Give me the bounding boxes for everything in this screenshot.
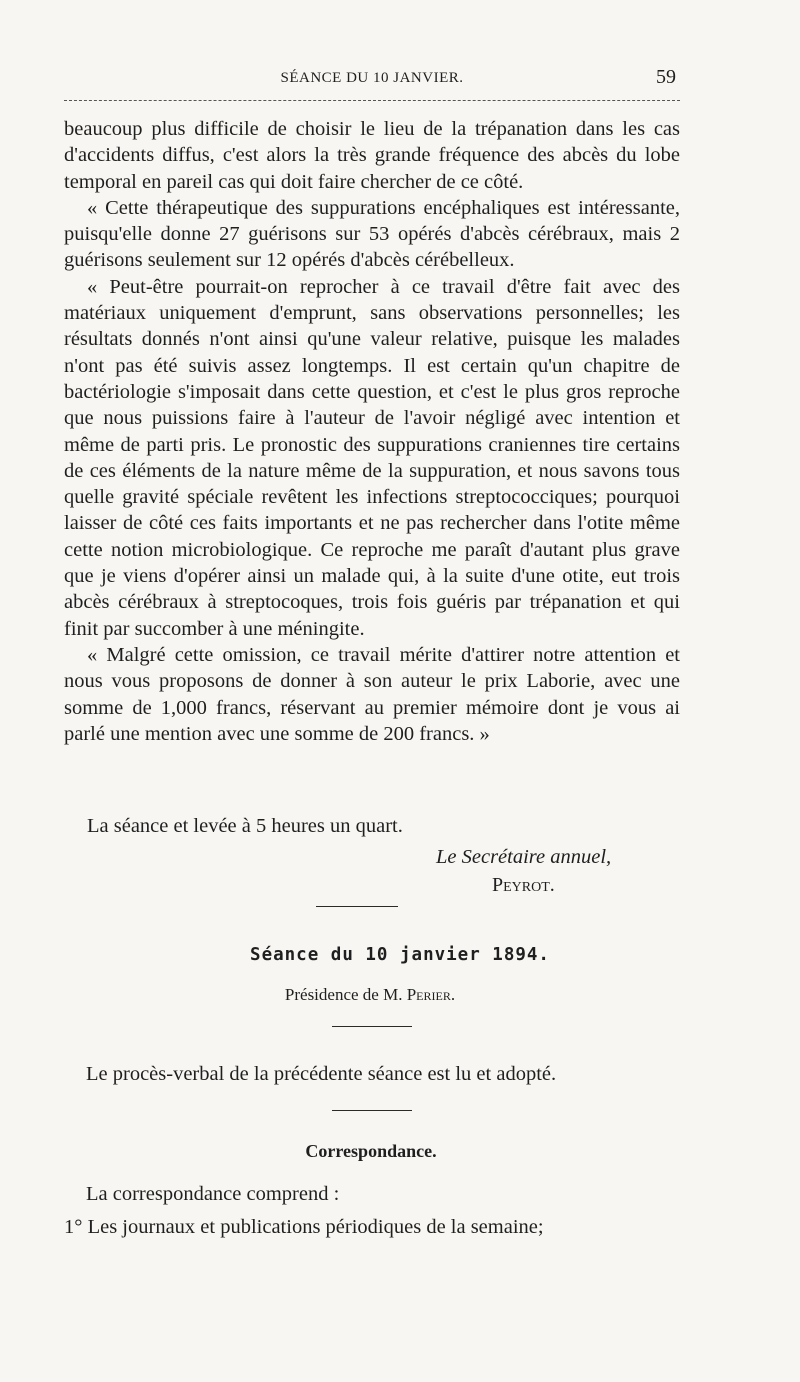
paragraph-therapeutique: « Cette thérapeutique des suppurations encéphaliques est intéressante, puisqu'elle donne 27 guérisons sur 53 opérés d'abcès cérébraux, mais 2 guérisons seulement sur 12 opérés d'abcès cérébelleux.	[64, 196, 680, 272]
correspondance-intro: La correspondance comprend :	[86, 1183, 340, 1205]
running-header	[64, 66, 680, 96]
paragraph-reproche: « Peut-être pourrait-on reprocher à ce travail d'être fait avec des matériaux uniquement d'emprunt, sans observations personnelles; les résultats donnés n'ont ainsi qu'une valeur relative, puisque les malades n'ont pas été suivis assez longtemps. Il est certain qu'un chapitre de bactériologie s'imposait dans cette question, et c'est le plus gros reproche que nous puissions faire à l'auteur de l'avoir négligé avec intention et même de parti pris. Le pronostic des suppurations craniennes tire certains de ces éléments de la nature même de la suppuration, et nous savons tous quelle gravité spéciale revêtent les infections streptococciques; pourquoi laisser de côté ces faits importants et ne pas rechercher dans l'otite même cette notion microbiologique. Ce reproche me paraît d'autant plus grave que je viens d'opérer ainsi un malade qui, à la suite d'une otite, eut trois abcès cérébraux à streptocoques, trois fois guéris par trépanation et qui finit par succomber à une méningite.	[64, 275, 680, 640]
correspondance-heading: Correspondance.	[305, 1141, 437, 1161]
body-text	[64, 116, 680, 747]
section-divider	[332, 1110, 412, 1111]
header-rule	[64, 100, 680, 101]
section-divider	[332, 1026, 412, 1027]
paragraph-continuation: beaucoup plus difficile de choisir le lieu de la trépanation dans les cas d'accidents diffus, c'est alors la très grande fréquence des abcès du lobe temporal en pareil cas qui doit faire chercher de ce côté.	[64, 118, 680, 193]
proces-verbal-line: Le procès-verbal de la précédente séance est lu et adopté.	[86, 1063, 557, 1085]
page-number: 59	[656, 66, 676, 88]
paragraph-prix-laborie: « Malgré cette omission, ce travail mérite d'attirer notre attention et nous vous proposons de donner à son auteur le prix Laborie, avec une somme de 1,000 francs, réservant au premier mémoire dont je vous ai parlé une mention avec une somme de 200 francs. »	[64, 643, 680, 745]
closing-line: La séance et levée à 5 heures un quart.	[87, 815, 403, 837]
running-title: SÉANCE DU 10 JANVIER.	[280, 70, 464, 86]
session-title: Séance du 10 janvier 1894.	[250, 945, 550, 965]
presidence-line	[0, 985, 740, 1005]
signature-title: Le Secrétaire annuel,	[436, 846, 612, 868]
section-divider	[316, 906, 398, 907]
correspondance-item-1: 1° Les journaux et publications périodiques de la semaine;	[64, 1216, 544, 1238]
presidence-prefix: Présidence de M.	[284, 985, 403, 1004]
president-name: Perier.	[406, 985, 456, 1004]
signature-name: Peyrot.	[492, 874, 555, 896]
